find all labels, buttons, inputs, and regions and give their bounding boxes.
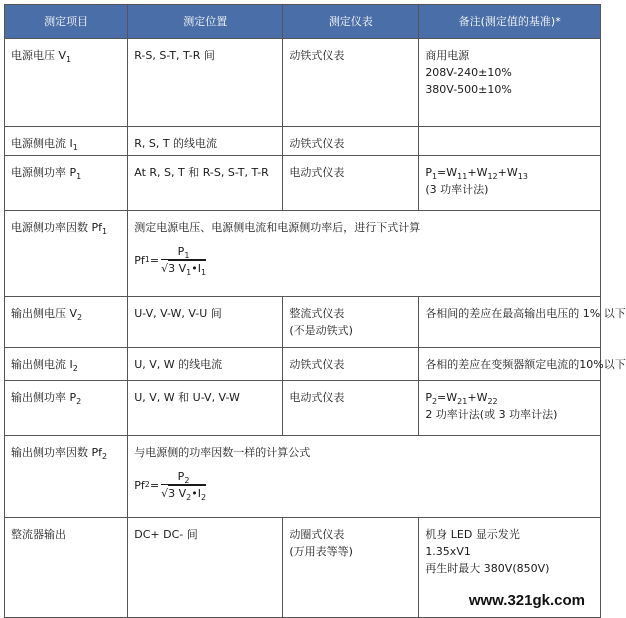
- cell-item: 输出侧电压 $V_2$: [5, 297, 128, 348]
- cell-position: U, V, W 和 U-V, V-W: [128, 381, 283, 436]
- table-row: [5, 127, 601, 156]
- cell-instrument: 整流式仪表 (不是动铁式): [283, 297, 419, 348]
- cell-instrument: 动铁式仪表: [283, 39, 419, 127]
- cell-position: U, V, W 的线电流: [128, 348, 283, 381]
- header-position: 测定位置: [128, 5, 283, 39]
- table-row: [5, 348, 601, 381]
- output-power-factor-formula: Pf 2 = $\frac{P_2}{√3 V_2•I_2}$: [134, 470, 207, 502]
- cell-instrument: 动铁式仪表: [283, 348, 419, 381]
- cell-instrument: 动铁式仪表: [283, 127, 419, 156]
- output-power-formula: $P_2=W_{21}+W_{22}$: [425, 391, 498, 406]
- cell-position: R, S, T 的线电流: [128, 127, 283, 156]
- site-watermark: www.321gk.com: [465, 592, 589, 609]
- header-instrument: 测定仪表: [283, 5, 419, 39]
- power-formula: $P_1=W_{11}+W_{12}+W_{13}$: [425, 166, 528, 181]
- power-factor-formula: Pf 1 = $\frac{P_1}{√3 V_1•I_1}$: [134, 245, 207, 277]
- table-row: [5, 156, 601, 211]
- cell-note: $P_1=W_{11}+W_{12}+W_{13}$ (3 功率计法): [419, 156, 601, 211]
- cell-item: 电源电压 $V_1$: [5, 39, 128, 127]
- table-row: [5, 381, 601, 436]
- cell-position: At R, S, T 和 R-S, S-T, T-R: [128, 156, 283, 211]
- table-row: [5, 297, 601, 348]
- cell-note: 各相间的差应在最高输出电压的 1% 以下: [419, 297, 601, 348]
- cell-position: DC+ DC- 间: [128, 518, 283, 618]
- table-row: [5, 436, 601, 518]
- cell-instrument: 电动式仪表: [283, 381, 419, 436]
- cell-item: 输出侧功率因数 $Pf_2$: [5, 436, 128, 518]
- cell-instrument: 动圈式仪表 (万用表等等): [283, 518, 419, 618]
- table-row: [5, 211, 601, 297]
- cell-item: 输出侧功率 $P_2$: [5, 381, 128, 436]
- measurement-table: [4, 4, 626, 618]
- cell-position: R-S, S-T, T-R 间: [128, 39, 283, 127]
- cell-item: 电源侧电流 $I_1$: [5, 127, 128, 156]
- cell-instrument: 电动式仪表: [283, 156, 419, 211]
- cell-note: 机身 LED 显示发光 1.35xV1 再生时最大 380V(850V): [419, 518, 601, 618]
- cell-note: $P_2=W_{21}+W_{22}$ 2 功率计法(或 3 功率计法): [419, 381, 601, 436]
- cell-merged: 测定电源电压、电源侧电流和电源侧功率后，进行下式计算 Pf 1 = $\frac{P_1}{√3 V_1•I_1}$: [128, 211, 601, 297]
- cell-merged: 与电源侧的功率因数一样的计算公式 Pf 2 = $\frac{P_2}{√3 V_2•I_2}$: [128, 436, 601, 518]
- cell-item: 整流器输出: [5, 518, 128, 618]
- cell-item: 电源侧功率因数 $Pf_1$: [5, 211, 128, 297]
- cell-item: 电源侧功率 $P_1$: [5, 156, 128, 211]
- cell-note: 各相的差应在变频器额定电流的10%以下: [419, 348, 601, 381]
- table-row: [5, 39, 601, 127]
- table-header-row: [5, 5, 601, 39]
- header-item: 测定项目: [5, 5, 128, 39]
- cell-item: 输出侧电流 $I_2$: [5, 348, 128, 381]
- cell-note: 商用电源 208V-240±10% 380V-500±10%: [419, 39, 601, 127]
- cell-position: U-V, V-W, V-U 间: [128, 297, 283, 348]
- cell-note: [419, 127, 601, 156]
- header-note: 备注(测定值的基准)*: [419, 5, 601, 39]
